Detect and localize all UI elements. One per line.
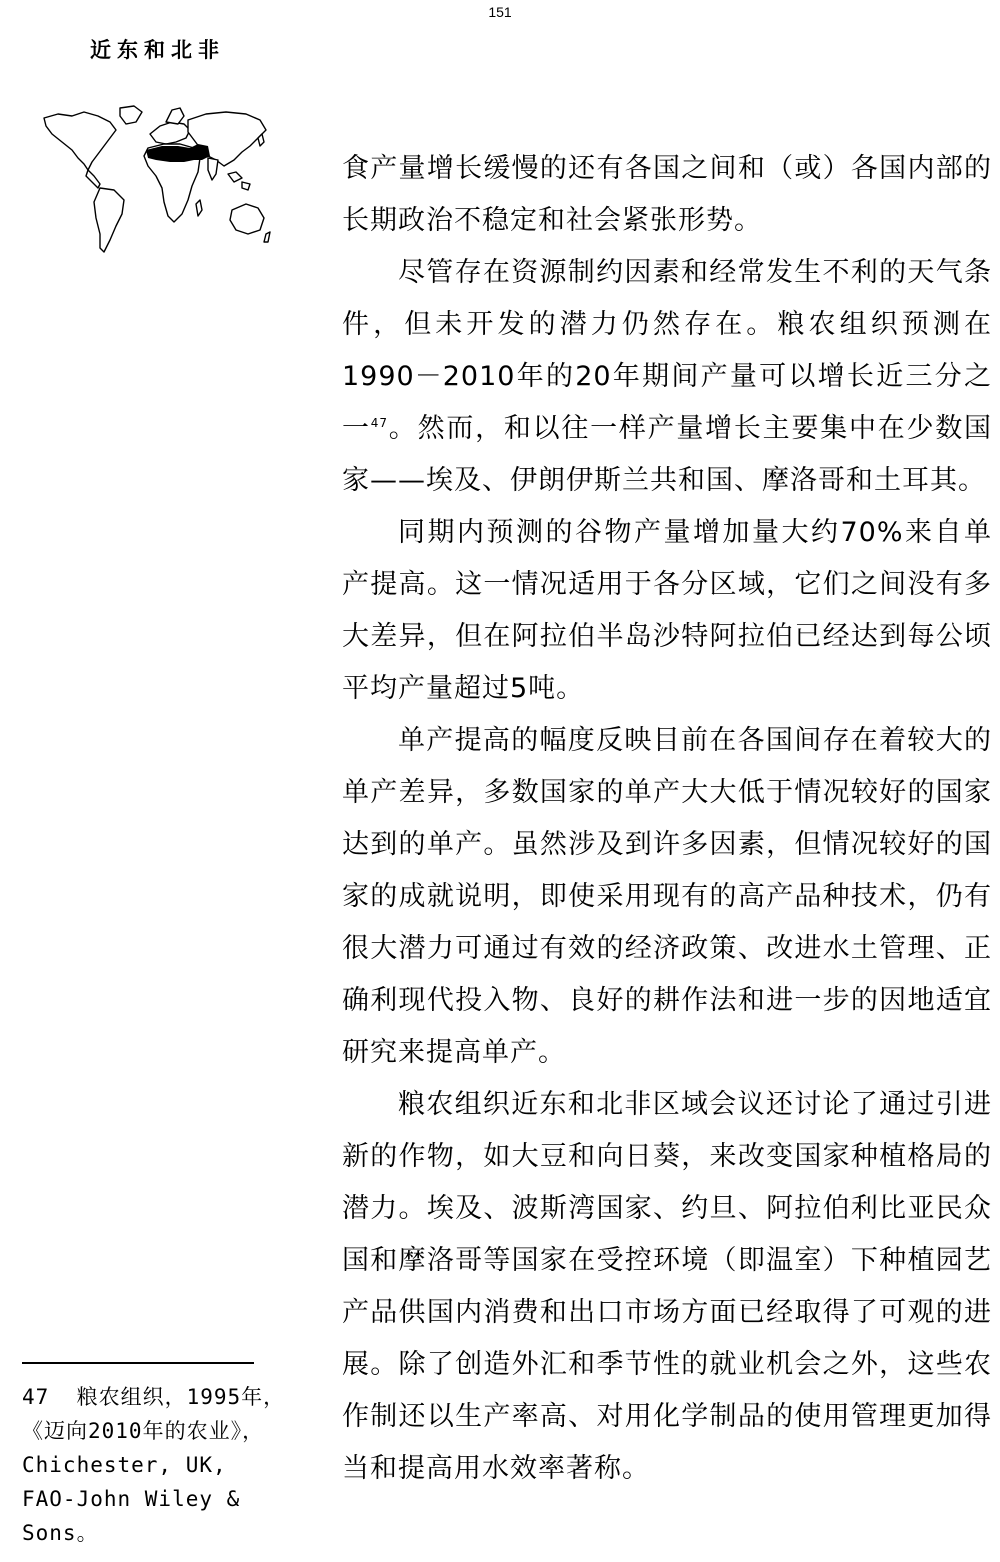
paragraph-2 <box>342 247 992 507</box>
paragraph-5: 粮农组织近东和北非区域会议还讨论了通过引进新的作物，如大豆和向日葵，来改变国家种植格局的潜力。埃及、波斯湾国家、约旦、阿拉伯利比亚民众国和摩洛哥等国家在受控环境（即温室）下种植园艺产品供国内消费和出口市场方面已经取得了可观的进展。除了创造外汇和季节性的就业机会之外，这些农作制还以生产率高、对用化学制品的使用管理更加得当和提高用水效率著称。 <box>342 1089 992 1484</box>
footnote-text: 粮农组织，1995年，《迈向2010年的农业》，Chichester, UK, FAO-John Wiley & Sons。 <box>22 1385 286 1545</box>
footnote-divider <box>22 1362 254 1364</box>
footnote-reference: 47 <box>370 416 389 430</box>
paragraph-3: 同期内预测的谷物产量增加量大约70%来自单产提高。这一情况适用于各分区域，它们之间没有多大差异，但在阿拉伯半岛沙特阿拉伯已经达到每公顷平均产量超过5吨。 <box>342 517 992 704</box>
footnote <box>22 1380 292 1550</box>
page-number: 151 <box>488 4 512 20</box>
paragraph-4: 单产提高的幅度反映目前在各国间存在着较大的单产差异，多数国家的单产大大低于情况较好的国家达到的单产。虽然涉及到许多因素，但情况较好的国家的成就说明，即使采用现有的高产品种技术，仍有很大潜力可通过有效的经济政策、改进水土管理、正确利现代投入物、良好的耕作法和进一步的因地适宜研究来提高单产。 <box>342 725 992 1068</box>
world-map-icon <box>38 100 274 268</box>
paragraph-1: 食产量增长缓慢的还有各国之间和（或）各国内部的长期政治不稳定和社会紧张形势。 <box>342 153 992 236</box>
paragraph-2-tail: 。然而，和以往一样产量增长主要集中在少数国家——埃及、伊朗伊斯兰共和国、摩洛哥和土耳其。 <box>342 413 993 496</box>
main-text <box>342 143 992 1495</box>
paragraph-2-text: 尽管存在资源制约因素和经常发生不利的天气条件，但未开发的潜力仍然存在。粮农组织预测在1990－2010年的20年期间产量可以增长近三分之一 <box>342 257 992 444</box>
section-title: 近东和北非 <box>90 38 225 62</box>
footnote-number: 47 <box>22 1385 50 1409</box>
